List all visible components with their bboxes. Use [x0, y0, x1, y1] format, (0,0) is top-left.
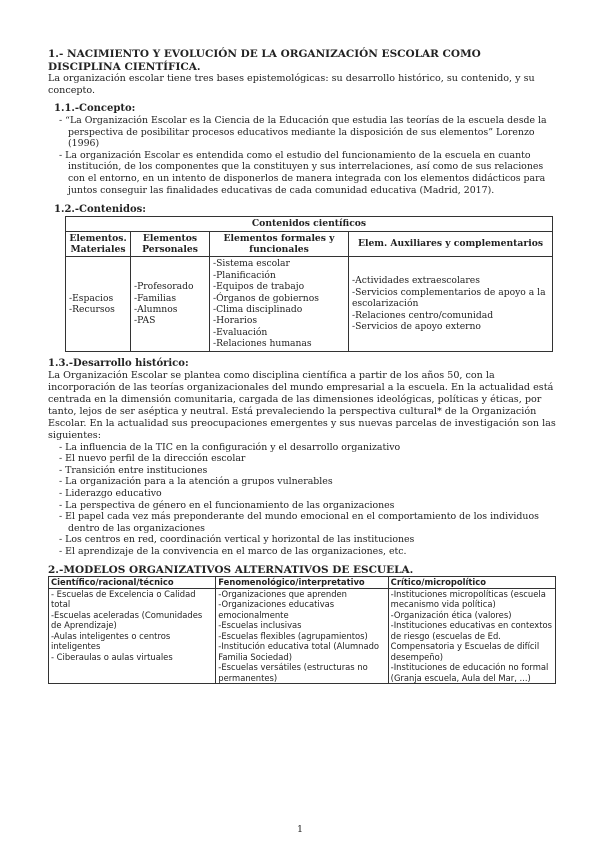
- list-item: -Escuelas inclusivas: [218, 620, 302, 631]
- concept-title: 1.1.-Concepto:: [54, 103, 136, 114]
- list-item: -Escuelas flexibles (agrupamientos): [218, 630, 368, 641]
- history-item: - Transición entre instituciones: [59, 464, 208, 476]
- page-number: 1: [296, 824, 304, 835]
- history-item: - La influencia de la TIC en la configuración y el desarrollo organizativo: [59, 441, 401, 453]
- models-cell: [216, 588, 388, 684]
- list-item: - Escuelas de Excelencia o Calidad total: [51, 588, 196, 610]
- models-cell: [388, 588, 555, 684]
- section-1-title: 1.- NACIMIENTO Y EVOLUCIÓN DE LA ORGANIZACIÓN ESCOLAR COMO DISCIPLINA CIENTÍFICA.: [48, 48, 481, 73]
- list-item: -Horarios: [213, 315, 258, 327]
- list-item: -Instituciones micropolíticas (escuela mecanismo vida política): [390, 588, 546, 610]
- history-item: - El nuevo perfil de la dirección escolar: [59, 453, 246, 465]
- list-item: -Espacios: [69, 292, 114, 304]
- contents-header: Elementos Personales: [131, 231, 210, 257]
- list-item: -Actividades extraescolares: [352, 275, 480, 287]
- section-2-title: 2.-MODELOS ORGANIZATIVOS ALTERNATIVOS DE ESCUELA.: [48, 563, 414, 576]
- contents-cell: [349, 257, 553, 351]
- contents-cell: [210, 257, 349, 351]
- list-item: -Evaluación: [213, 326, 268, 338]
- contents-table: [65, 216, 553, 351]
- contents-header: Elementos formales y funcionales: [210, 231, 349, 257]
- list-item: -Sistema escolar: [213, 258, 290, 270]
- list-item: -Aulas inteligentes o centros inteligentes: [51, 630, 171, 652]
- list-item: -Recursos: [69, 304, 115, 315]
- concept-item: - La organización Escolar es entendida como el estudio del funcionamiento de la escuela en cuanto institución, de los componentes que la constituyen y sus interrelaciones, así como de sus relaciones con el entorno, en un intento de disponerlos de manera integrada con los elementos didácticos para juntos conseguir las finalidades educativas de cada comunidad educativa (Madrid, 2017).: [59, 149, 546, 196]
- history-text: La Organización Escolar se plantea como disciplina científica a partir de los años 50, con la incorporación de las teorías organizacionales del mundo empresarial a la escuela. En la actualidad está centrada en la dimensión comunitaria, cargada de las dimensiones ideológicas, políticas y éticas, por tanto, lejos de ser aséptica y neutral. Está prevaleciendo la perspectiva cultural* de la Organización Escolar. En la actualidad sus preocupaciones emergentes y sus nuevas parcelas de investigación son las siguientes:: [48, 369, 556, 441]
- history-item: - Liderazgo educativo: [59, 488, 162, 499]
- document-page: [48, 48, 556, 684]
- list-item: -Instituciones educativas en contextos de riesgo (escuelas de Ed. Compensatoria y Escuelas de difícil desempeño): [390, 620, 552, 662]
- list-item: -Servicios de apoyo externo: [352, 321, 481, 333]
- contents-header: Elem. Auxiliares y complementarios: [349, 231, 553, 257]
- models-header: Crítico/micropolítico: [388, 577, 555, 589]
- list-item: -Alumnos: [134, 304, 178, 315]
- models-cell: [49, 588, 216, 684]
- models-header: Científico/racional/técnico: [49, 577, 216, 589]
- list-item: -Organizaciones educativas emocionalmente: [218, 599, 335, 620]
- history-item: - El aprendizaje de la convivencia en el marco de las organizaciones, etc.: [59, 545, 407, 557]
- list-item: -Órganos de gobiernos: [213, 292, 319, 304]
- concept-item: - “La Organización Escolar es la Ciencia de la Educación que estudia las teorías de la escuela desde la perspectiva de posibilitar procesos educativos mediante la disposición de sus elementos” Lorenzo (1996): [59, 115, 547, 150]
- list-item: -Instituciones de educación no formal (Granja escuela, Aula del Mar, ...): [390, 662, 549, 683]
- list-item: -Relaciones centro/comunidad: [352, 309, 494, 321]
- contents-cell: [131, 257, 210, 351]
- list-item: -PAS: [134, 315, 156, 327]
- section-1-intro: La organización escolar tiene tres bases epistemológicas: su desarrollo histórico, su contenido, y su concepto.: [48, 73, 535, 96]
- list-item: -Organización ética (valores): [390, 609, 512, 620]
- list-item: -Escuelas aceleradas (Comunidades de Aprendizaje): [51, 609, 203, 631]
- list-item: -Relaciones humanas: [213, 338, 312, 350]
- list-item: -Familias: [134, 292, 177, 304]
- contents-title: 1.2.-Contenidos:: [54, 204, 146, 216]
- list-item: -Organizaciones que aprenden: [218, 588, 347, 599]
- list-item: -Institución educativa total (Alumnado Familia Sociedad): [218, 641, 380, 662]
- history-item: - La perspectiva de género en el funcionamiento de las organizaciones: [59, 499, 395, 511]
- contents-header: Elementos. Materiales: [66, 231, 131, 257]
- list-item: -Planificación: [213, 269, 276, 281]
- list-item: - Ciberaulas o aulas virtuales: [51, 651, 173, 662]
- contents-table-caption: Contenidos científicos: [66, 217, 553, 231]
- models-table: [48, 576, 556, 684]
- list-item: -Equipos de trabajo: [213, 281, 305, 293]
- history-item: - Los centros en red, coordinación vertical y horizontal de las instituciones: [59, 534, 415, 546]
- history-title: 1.3.-Desarrollo histórico:: [48, 357, 189, 369]
- list-item: -Clima disciplinado: [213, 304, 303, 315]
- list-item: -Escuelas versátiles (estructuras no permanentes): [218, 662, 368, 683]
- history-item: - La organización para a la atención a grupos vulnerables: [59, 476, 333, 488]
- contents-cell: [66, 257, 131, 351]
- models-header: Fenomenológico/interpretativo: [216, 577, 388, 589]
- history-item: - El papel cada vez más preponderante del mundo emocional en el comportamiento de los individuos dentro de las organizaciones: [59, 511, 539, 534]
- list-item: -Servicios complementarios de apoyo a la escolarización: [352, 286, 546, 310]
- list-item: -Profesorado: [134, 281, 194, 293]
